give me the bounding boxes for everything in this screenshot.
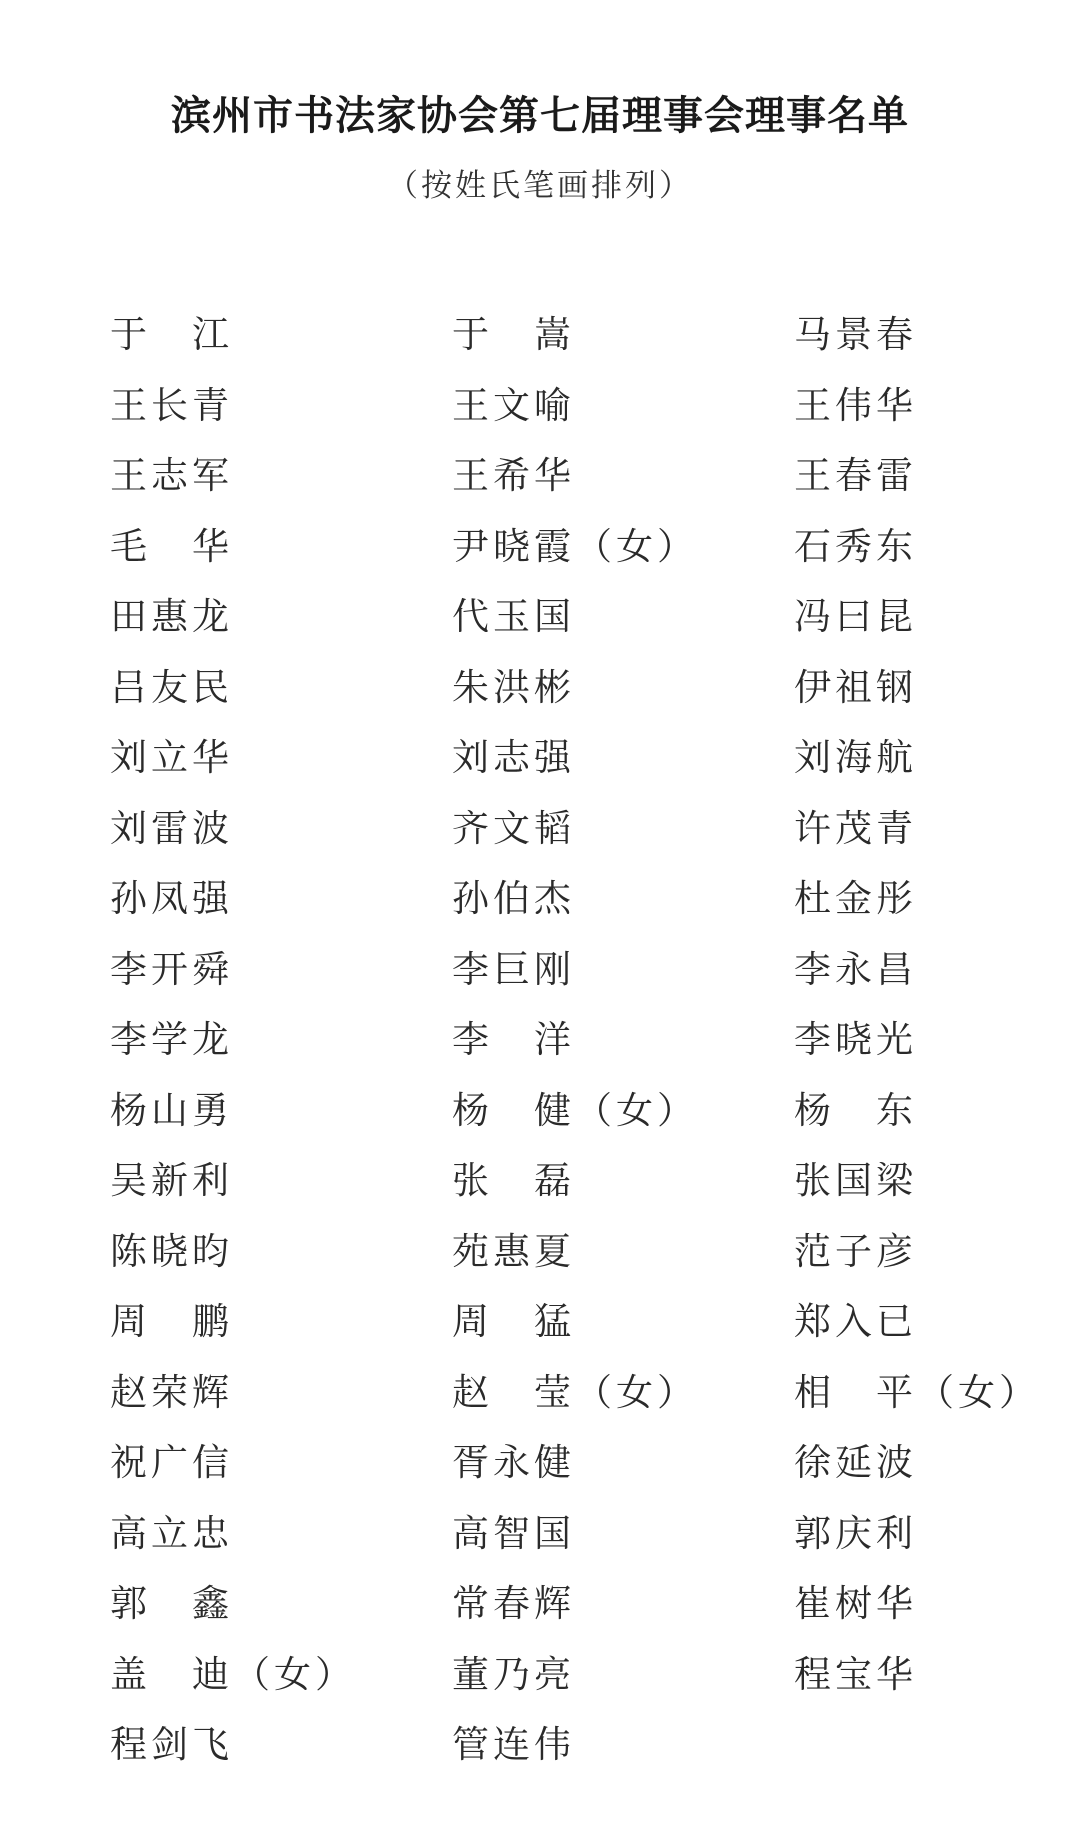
- member-name: 胥永健: [452, 1441, 575, 1485]
- member-name: 程宝华: [794, 1652, 917, 1696]
- member-name: 杨 东: [794, 1088, 917, 1132]
- member-name: 赵 莹（女）: [452, 1370, 698, 1414]
- member-name: 祝广信: [110, 1441, 233, 1485]
- member-name: 董乃亮: [452, 1652, 575, 1696]
- member-name: 齐文韬: [452, 806, 575, 850]
- member-name: 孙伯杰: [452, 877, 575, 921]
- member-name: 赵荣辉: [110, 1370, 233, 1414]
- member-name: 李巨刚: [452, 947, 575, 991]
- member-name: 王志军: [110, 454, 233, 498]
- name-grid: [110, 296, 1050, 1777]
- name-row: [110, 508, 1050, 579]
- member-name: 周 猛: [452, 1300, 575, 1344]
- member-name: 郑入已: [794, 1300, 917, 1344]
- member-name: 于 江: [110, 313, 233, 357]
- member-name: 王长青: [110, 383, 233, 427]
- member-name: 张 磊: [452, 1159, 575, 1203]
- name-row: [110, 860, 1050, 931]
- member-name: 张国梁: [794, 1159, 917, 1203]
- member-name: 王伟华: [794, 383, 917, 427]
- member-name: 周 鹏: [110, 1300, 233, 1344]
- member-name: 高立忠: [110, 1511, 233, 1555]
- document-subtitle: （按姓氏笔画排列）: [387, 168, 693, 204]
- member-name: 吴新利: [110, 1159, 233, 1203]
- member-name: 陈晓昀: [110, 1229, 233, 1273]
- member-name: 刘志强: [452, 736, 575, 780]
- member-name: 于 嵩: [452, 313, 575, 357]
- member-name: 管连伟: [452, 1723, 575, 1767]
- name-row: [110, 931, 1050, 1002]
- member-name: 代玉国: [452, 595, 575, 639]
- member-name: 孙凤强: [110, 877, 233, 921]
- member-name: 杨山勇: [110, 1088, 233, 1132]
- member-name: 刘海航: [794, 736, 917, 780]
- member-name: 李晓光: [794, 1018, 917, 1062]
- name-row: [110, 1283, 1050, 1354]
- member-name: 伊祖钢: [794, 665, 917, 709]
- name-row: [110, 1706, 1050, 1777]
- member-name: 程剑飞: [110, 1723, 233, 1767]
- name-row: [110, 1565, 1050, 1636]
- member-name: 杜金彤: [794, 877, 917, 921]
- name-row: [110, 719, 1050, 790]
- member-name: 吕友民: [110, 665, 233, 709]
- member-name: 范子彦: [794, 1229, 917, 1273]
- member-name: 石秀东: [794, 524, 917, 568]
- member-name: 高智国: [452, 1511, 575, 1555]
- member-name: 刘立华: [110, 736, 233, 780]
- name-row: [110, 790, 1050, 861]
- member-name: 李开舜: [110, 947, 233, 991]
- name-row: [110, 1001, 1050, 1072]
- member-name: 田惠龙: [110, 595, 233, 639]
- member-name: 郭 鑫: [110, 1582, 233, 1626]
- name-row: [110, 1142, 1050, 1213]
- name-row: [110, 1636, 1050, 1707]
- member-name: 尹晓霞（女）: [452, 524, 698, 568]
- name-row: [110, 1424, 1050, 1495]
- member-name: 崔树华: [794, 1582, 917, 1626]
- member-name: 冯曰昆: [794, 595, 917, 639]
- document-title: 滨州市书法家协会第七届理事会理事名单: [171, 93, 909, 139]
- member-name: 刘雷波: [110, 806, 233, 850]
- member-name: 马景春: [794, 313, 917, 357]
- name-row: [110, 367, 1050, 438]
- member-name: 毛 华: [110, 524, 233, 568]
- member-name: 杨 健（女）: [452, 1088, 698, 1132]
- member-name: 郭庆利: [794, 1511, 917, 1555]
- name-row: [110, 578, 1050, 649]
- member-name: 许茂青: [794, 806, 917, 850]
- name-row: [110, 437, 1050, 508]
- member-name: 李 洋: [452, 1018, 575, 1062]
- member-name: 李学龙: [110, 1018, 233, 1062]
- member-name: 苑惠夏: [452, 1229, 575, 1273]
- member-name: 王文喻: [452, 383, 575, 427]
- member-name: 王希华: [452, 454, 575, 498]
- member-name: 李永昌: [794, 947, 917, 991]
- member-name: 常春辉: [452, 1582, 575, 1626]
- member-name: 朱洪彬: [452, 665, 575, 709]
- name-row: [110, 1213, 1050, 1284]
- name-row: [110, 1354, 1050, 1425]
- member-name: 王春雷: [794, 454, 917, 498]
- name-row: [110, 1495, 1050, 1566]
- name-row: [110, 1072, 1050, 1143]
- member-name: 徐延波: [794, 1441, 917, 1485]
- name-row: [110, 649, 1050, 720]
- name-row: [110, 296, 1050, 367]
- member-name: 相 平（女）: [794, 1370, 1040, 1414]
- member-name: 盖 迪（女）: [110, 1652, 356, 1696]
